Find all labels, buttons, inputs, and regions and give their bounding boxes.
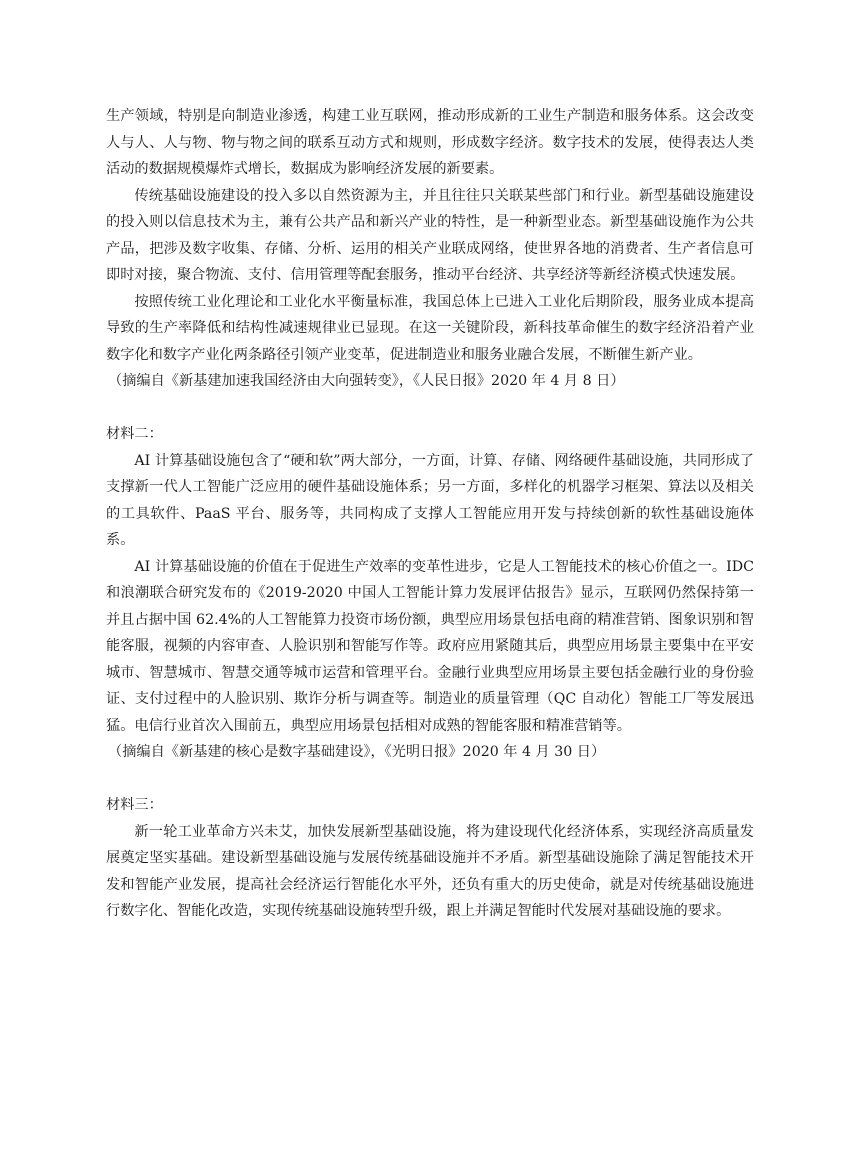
paragraph-5: AI 计算基础设施的价值在于促进生产效率的变革性进步，它是人工智能技术的核心价值之一。IDC 和浪潮联合研究发布的《2019-2020 中国人工智能计算力发展评估报告》显示，互联网仍然保持第一并且占据中国 62.4%的人工智能算力投资市场份额，典型应用场景包括电商的精准营销、图象识别和智能客服，视频的内容审查、人脸识别和智能写作等。政府应用紧随其后，典型应用场景主要集中在平安城市、智慧城市、智慧交通等城市运营和管理平台。金融行业典型应用场景主要包括金融行业的身份验证、支付过程中的人脸识别、欺诈分析与调查等。制造业的质量管理（QC 自动化）智能工厂等发展迅猛。电信行业首次入围前五，典型应用场景包括相对成熟的智能客服和精准营销等。: [106, 558, 754, 734]
section-gap: [106, 766, 754, 793]
paragraph-1: 生产领域，特别是向制造业渗透，构建工业互联网，推动形成新的工业生产制造和服务体系。这会改变人与人、人与物、物与物之间的联系互动方式和规则，形成数字经济。数字技术的发展，使得表达人类活动的数据规模爆炸式增长，数据成为影响经济发展的新要素。: [106, 108, 754, 177]
source-citation-2: （摘编自《新基建的核心是数字基础建设》，《光明日报》2020 年 4 月 30 日）: [108, 744, 606, 760]
source-citation-1: （摘编自《新基建加速我国经济由大向强转变》，《人民日报》2020 年 4 月 8 日）: [108, 373, 625, 389]
document-page: [106, 103, 754, 925]
paragraph-4: AI 计算基础设施包含了“硬和软”两大部分，一方面，计算、存储、网络硬件基础设施，共同形成了支撑新一代人工智能广泛应用的硬件基础设施体系；另一方面，多样化的机器学习框架、算法以及相关的工具软件、PaaS 平台、服务等，共同构成了支撑人工智能应用开发与持续创新的软性基础设施体系。: [106, 452, 754, 548]
material-three-heading: 材料三：: [106, 797, 163, 813]
paragraph-3: 按照传统工业化理论和工业化水平衡量标准，我国总体上已进入工业化后期阶段，服务业成本提高导致的生产率降低和结构性减速规律业已显现。在这一关键阶段，新科技革命催生的数字经济沿着产业数字化和数字产业化两条路径引领产业变革，促进制造业和服务业融合发展，不断催生新产业。: [106, 293, 754, 363]
material-two-heading: 材料二：: [106, 426, 163, 442]
paragraph-6: 新一轮工业革命方兴未艾，加快发展新型基础设施，将为建设现代化经济体系，实现经济高质量发展奠定坚实基础。建设新型基础设施与发展传统基础设施并不矛盾。新型基础设施除了满足智能技术开发和智能产业发展，提高社会经济运行智能化水平外，还负有重大的历史使命，就是对传统基础设施进行数字化、智能化改造，实现传统基础设施转型升级，跟上并满足智能时代发展对基础设施的要求。: [106, 823, 754, 919]
section-gap: [106, 395, 754, 422]
paragraph-2: 传统基础设施建设的投入多以自然资源为主，并且往往只关联某些部门和行业。新型基础设施建设的投入则以信息技术为主，兼有公共产品和新兴产业的特性，是一种新型业态。新型基础设施作为公共产品，把涉及数字收集、存储、分析、运用的相关产业联成网络，使世界各地的消费者、生产者信息可即时对接，聚合物流、支付、信用管理等配套服务，推动平台经济、共享经济等新经济模式快速发展。: [106, 187, 754, 283]
